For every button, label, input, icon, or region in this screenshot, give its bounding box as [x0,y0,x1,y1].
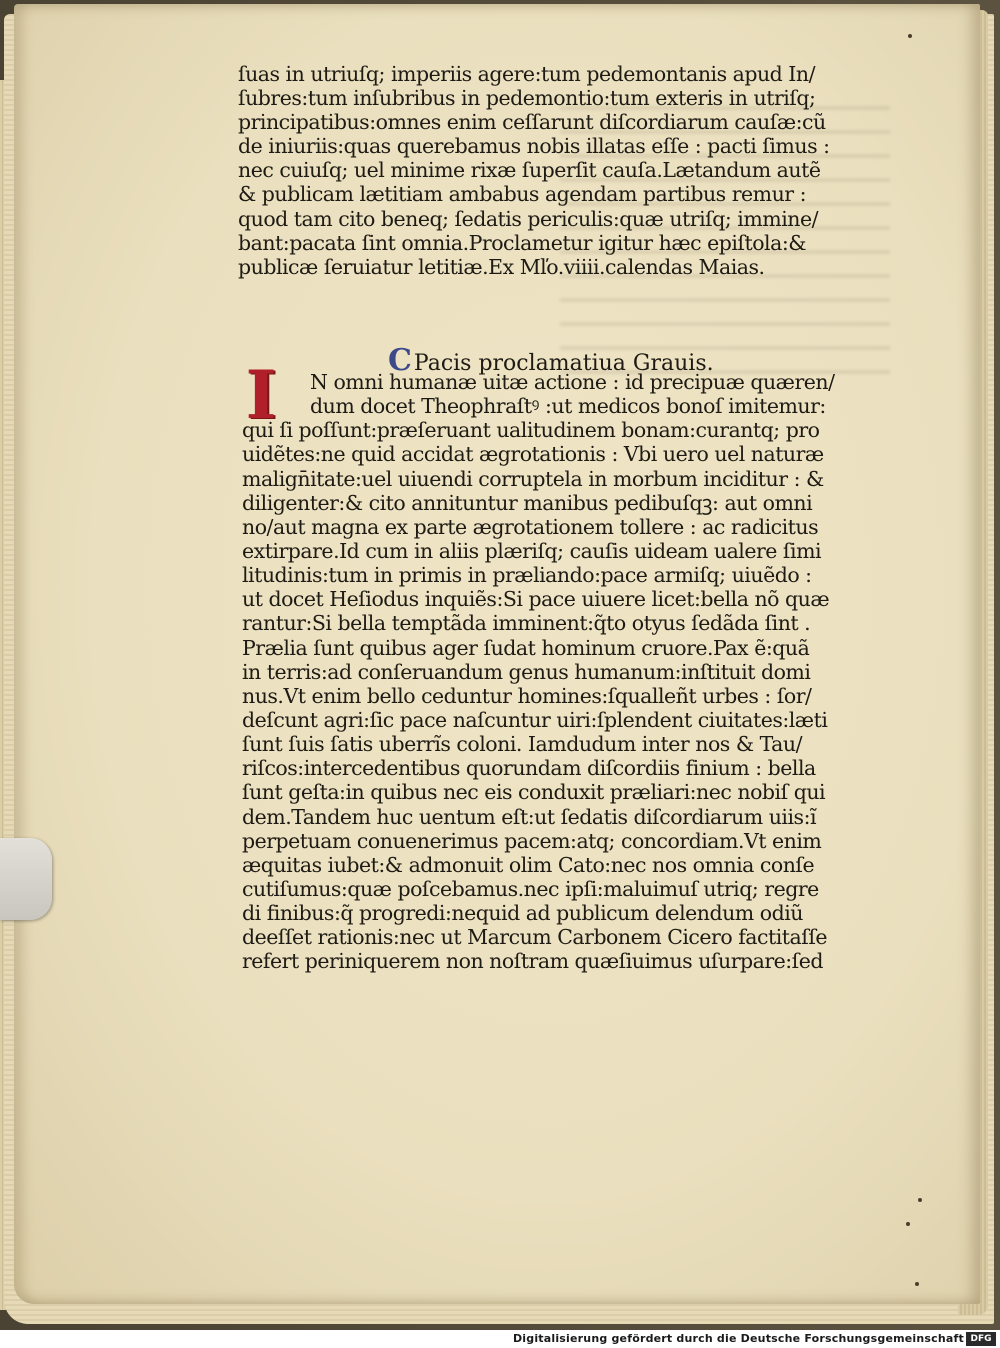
text-line: refert periniquerem non noſtram quæſiuimus uſurpare:ſed [242,949,824,974]
text-line: no/aut magna ex parte ægrotationem tollere : ac radicitus [242,514,819,539]
top-paragraph [238,62,898,279]
section-heading [374,318,714,378]
rubricated-initial: I [245,356,277,434]
text-line: in terris:ad conſeruandum genus humanum:inſtituit domi [242,659,811,684]
text-line: & publicam lætitiam ambabus agendam partibus remur : [238,182,807,207]
text-line: rantur:Si bella temptãda imminent:q̃to otyus ſedãda ſint . [242,611,811,636]
text-line: nus.Vt enim bello ceduntur homines:ſqualleñt urbes : ſor/ [242,683,812,708]
paper-speck [918,1198,922,1202]
text-line: ut docet Heſiodus inquiẽs:Si pace uiuere licet:bella nõ quæ [242,587,830,612]
text-line: deſcunt agri:ſic pace naſcuntur uiri:ſplendent ciuitates:læti [242,707,828,732]
text-line: qui ſi poſſunt:præſeruant ualitudinem bonam:curantq; pro [242,418,820,443]
text-line: dem.Tandem huc uentum eſt:ut ſedatis diſcordiarum uiis:ĩ [242,804,817,829]
text-line: deeſſet rationis:nec ut Marcum Carbonem Cicero factitaſſe [242,925,828,950]
text-line: de iniuriis:quas querebamus nobis illatas eſſe : pacti ſimus : [238,134,830,159]
text-line: cutiſumus:quæ poſcebamus.nec ipſi:maluimuſ utriq; regre [242,876,819,901]
text-line: N omni humanæ uitæ actione : id precipuæ quæren/ [310,370,835,394]
text-line: publicæ ſeruiatur letitiæ.Ex Mľo.viiii.calendas Maias. [238,254,765,279]
heading-title: Pacis proclamatiua Grauis. [413,351,714,376]
pilcrow-mark: C [388,343,412,378]
text-line: uidẽtes:ne quid accidat ægrotationis : Vbi uero uel naturæ [242,442,824,467]
paper-speck [906,1222,910,1226]
text-line: perpetuam conuenerimus pacem:atq; concordiam.Vt enim [242,828,822,853]
text-line: malign̄itate:uel uiuendi corruptela in morbum inciditur : & [242,466,824,491]
paper-speck [915,1282,919,1286]
text-line: quod tam cito beneq; ſedatis periculis:quæ utriſq; immine/ [238,206,818,231]
text-line: ſunt geſta:in quibus nec eis conduxit præliari:nec nobiſ qui [242,780,826,805]
text-line: bant:pacata ſint omnia.Proclametur igitur hæc epiſtola:& [238,230,806,255]
text-line: ſubres:tum inſubribus in pedemontio:tum exteris in utriſq; [238,86,816,111]
text-line: diligenter:& cito annituntur manibus pedibuſqꝫ: aut omni [242,490,813,515]
text-line: ſunt ſuis ſatis uberrĩs coloni. Iamdudum inter nos & Tau/ [242,732,803,757]
text-line: ſuas in utriuſq; imperiis agere:tum pedemontanis apud In/ [238,62,816,86]
text-line: di finibus:q̃ progredi:nequid ad publicum delendum odiũ [242,901,803,926]
book-clasp [0,838,52,920]
text-line: nec cuiuſq; uel minime rixæ ſuperſit cauſa.Lætandum autẽ [238,158,821,183]
text-line: litudinis:tum in primis in præliando:pace armiſq; uiuẽdo : [242,563,812,588]
body-paragraph [242,370,902,974]
paper-speck [908,34,912,38]
text-line: æquitas iubet:& admonuit olim Cato:nec nos omnia conſe [242,852,815,877]
text-line: dum docet Theophraſtꝰ :ut medicos bonoſ imitemur: [310,394,826,419]
text-line: extirpare.Id cum in aliis plæriſq; cauſis uideam ualere ſimi [242,538,822,563]
dfg-logo-icon: DFG [966,1332,996,1346]
text-line: Prælia ſunt quibus ager ſudat hominum cruore.Pax ẽ:quã [242,635,810,660]
funding-credit: Digitalisierung gefördert durch die Deutsche Forschungsgemeinschaft [512,1332,964,1345]
text-line: riſcos:intercedentibus quorundam diſcordiis finium : bella [242,756,816,781]
text-line: principatibus:omnes enim ceſſarunt diſcordiarum cauſæ:cũ [238,110,826,135]
